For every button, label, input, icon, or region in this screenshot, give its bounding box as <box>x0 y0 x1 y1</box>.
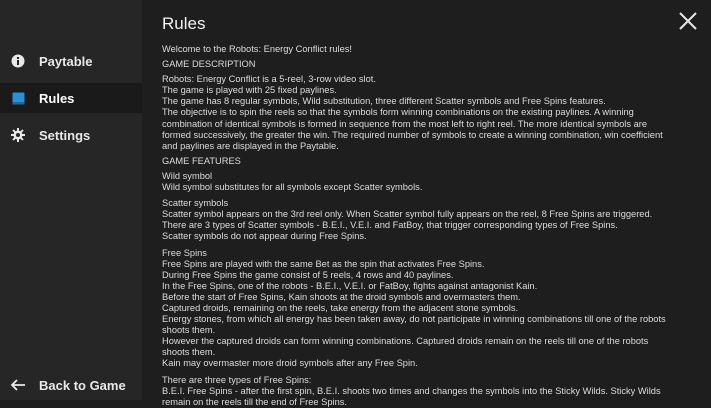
intro-text: Welcome to the Robots: Energy Conflict rules! <box>162 44 352 54</box>
text-line: remain on the reels till the end of Free Spins. <box>162 396 348 407</box>
text-line: The objective is to spin the reels so that the symbols form winning combinations on the existing paylines. A winning <box>162 107 634 118</box>
subsection-title: Scatter symbols <box>162 198 229 209</box>
text-line: The game is played with 25 fixed paylines. <box>162 85 337 96</box>
gear-icon <box>11 128 25 142</box>
close-button[interactable] <box>677 10 699 32</box>
text-line: Robots: Energy Conflict is a 5-reel, 3-row video slot. <box>162 74 376 85</box>
back-to-game-button[interactable] <box>0 370 142 400</box>
text-line: Free Spins are played with the same Bet as the spin that activates Free Spins. <box>162 258 485 269</box>
book-icon <box>11 91 25 105</box>
text-line: In the Free Spins, one of the robots - B.E.I., V.E.I. or FatBoy, fights against antagonist Kain. <box>162 280 538 291</box>
info-icon <box>11 54 25 68</box>
text-line: However the captured droids can form winning combinations. Captured droids remain on the reels till one of the robots <box>162 336 649 347</box>
sidebar-item-rules[interactable] <box>0 83 142 113</box>
rules-panel <box>142 0 711 407</box>
sidebar-item-label: Settings <box>39 127 91 143</box>
text-line: Scatter symbol appears on the 3rd reel only. When Scatter symbol fully appears on the reel, 8 Free Spins are triggered. <box>162 209 653 220</box>
text-line: shoots them. <box>162 347 216 358</box>
page-title: Rules <box>162 14 206 33</box>
text-line: The game has 8 regular symbols, Wild substitution, three different Scatter symbols and Free Spins features. <box>162 96 606 107</box>
sidebar-item-settings[interactable] <box>0 120 142 150</box>
text-line: formed successively, the greater the win. The required number of symbols to create a winning combination, win coefficient <box>162 129 663 140</box>
sidebar-item-paytable[interactable] <box>0 46 142 76</box>
text-line: There are three types of Free Spins: <box>162 374 312 385</box>
subsection-title: Free Spins <box>162 247 207 258</box>
close-icon <box>677 10 699 32</box>
sidebar <box>0 0 142 400</box>
text-line: B.E.I. Free Spins - after the first spin, B.E.I. shoots two times and changes the symbols into the Sticky Wilds. Sticky Wilds <box>162 385 661 396</box>
section-heading: GAME DESCRIPTION <box>162 59 256 70</box>
text-line: combination of identical symbols is formed in sequence from the most left to right reel. The more identical symbols are <box>162 118 648 129</box>
subsection-title: Wild symbol <box>162 170 213 181</box>
sidebar-item-label: Rules <box>39 90 75 106</box>
text-line: There are 3 types of Scatter symbols - B.E.I., V.E.I. and FatBoy, that trigger corresponding types of Free Spins. <box>162 220 618 231</box>
rules-content <box>162 44 698 408</box>
text-line: shoots them. <box>162 325 216 336</box>
text-line: Captured droids, remaining on the reels, take energy from the adjacent stone symbols. <box>162 302 519 313</box>
text-line: Kain may overmaster more droid symbols after any Free Spin. <box>162 358 418 369</box>
text-line: and paylines are displayed in the Paytable. <box>162 140 339 151</box>
text-line: Wild symbol substitutes for all symbols except Scatter symbols. <box>162 182 423 193</box>
text-line: Energy stones, from which all energy has been taken away, do not participate in winning combinations till one of the robots <box>162 314 666 325</box>
text-line: Scatter symbols do not appear during Free Spins. <box>162 231 367 242</box>
back-to-game-label: Back to Game <box>39 377 126 393</box>
sidebar-item-label: Paytable <box>39 53 93 69</box>
arrow-left-icon <box>11 378 25 392</box>
section-heading: GAME FEATURES <box>162 155 241 166</box>
text-line: During Free Spins the game consist of 5 reels, 4 rows and 40 paylines. <box>162 269 454 280</box>
text-line: Before the start of Free Spins, Kain shoots at the droid symbols and overmasters them. <box>162 291 521 302</box>
